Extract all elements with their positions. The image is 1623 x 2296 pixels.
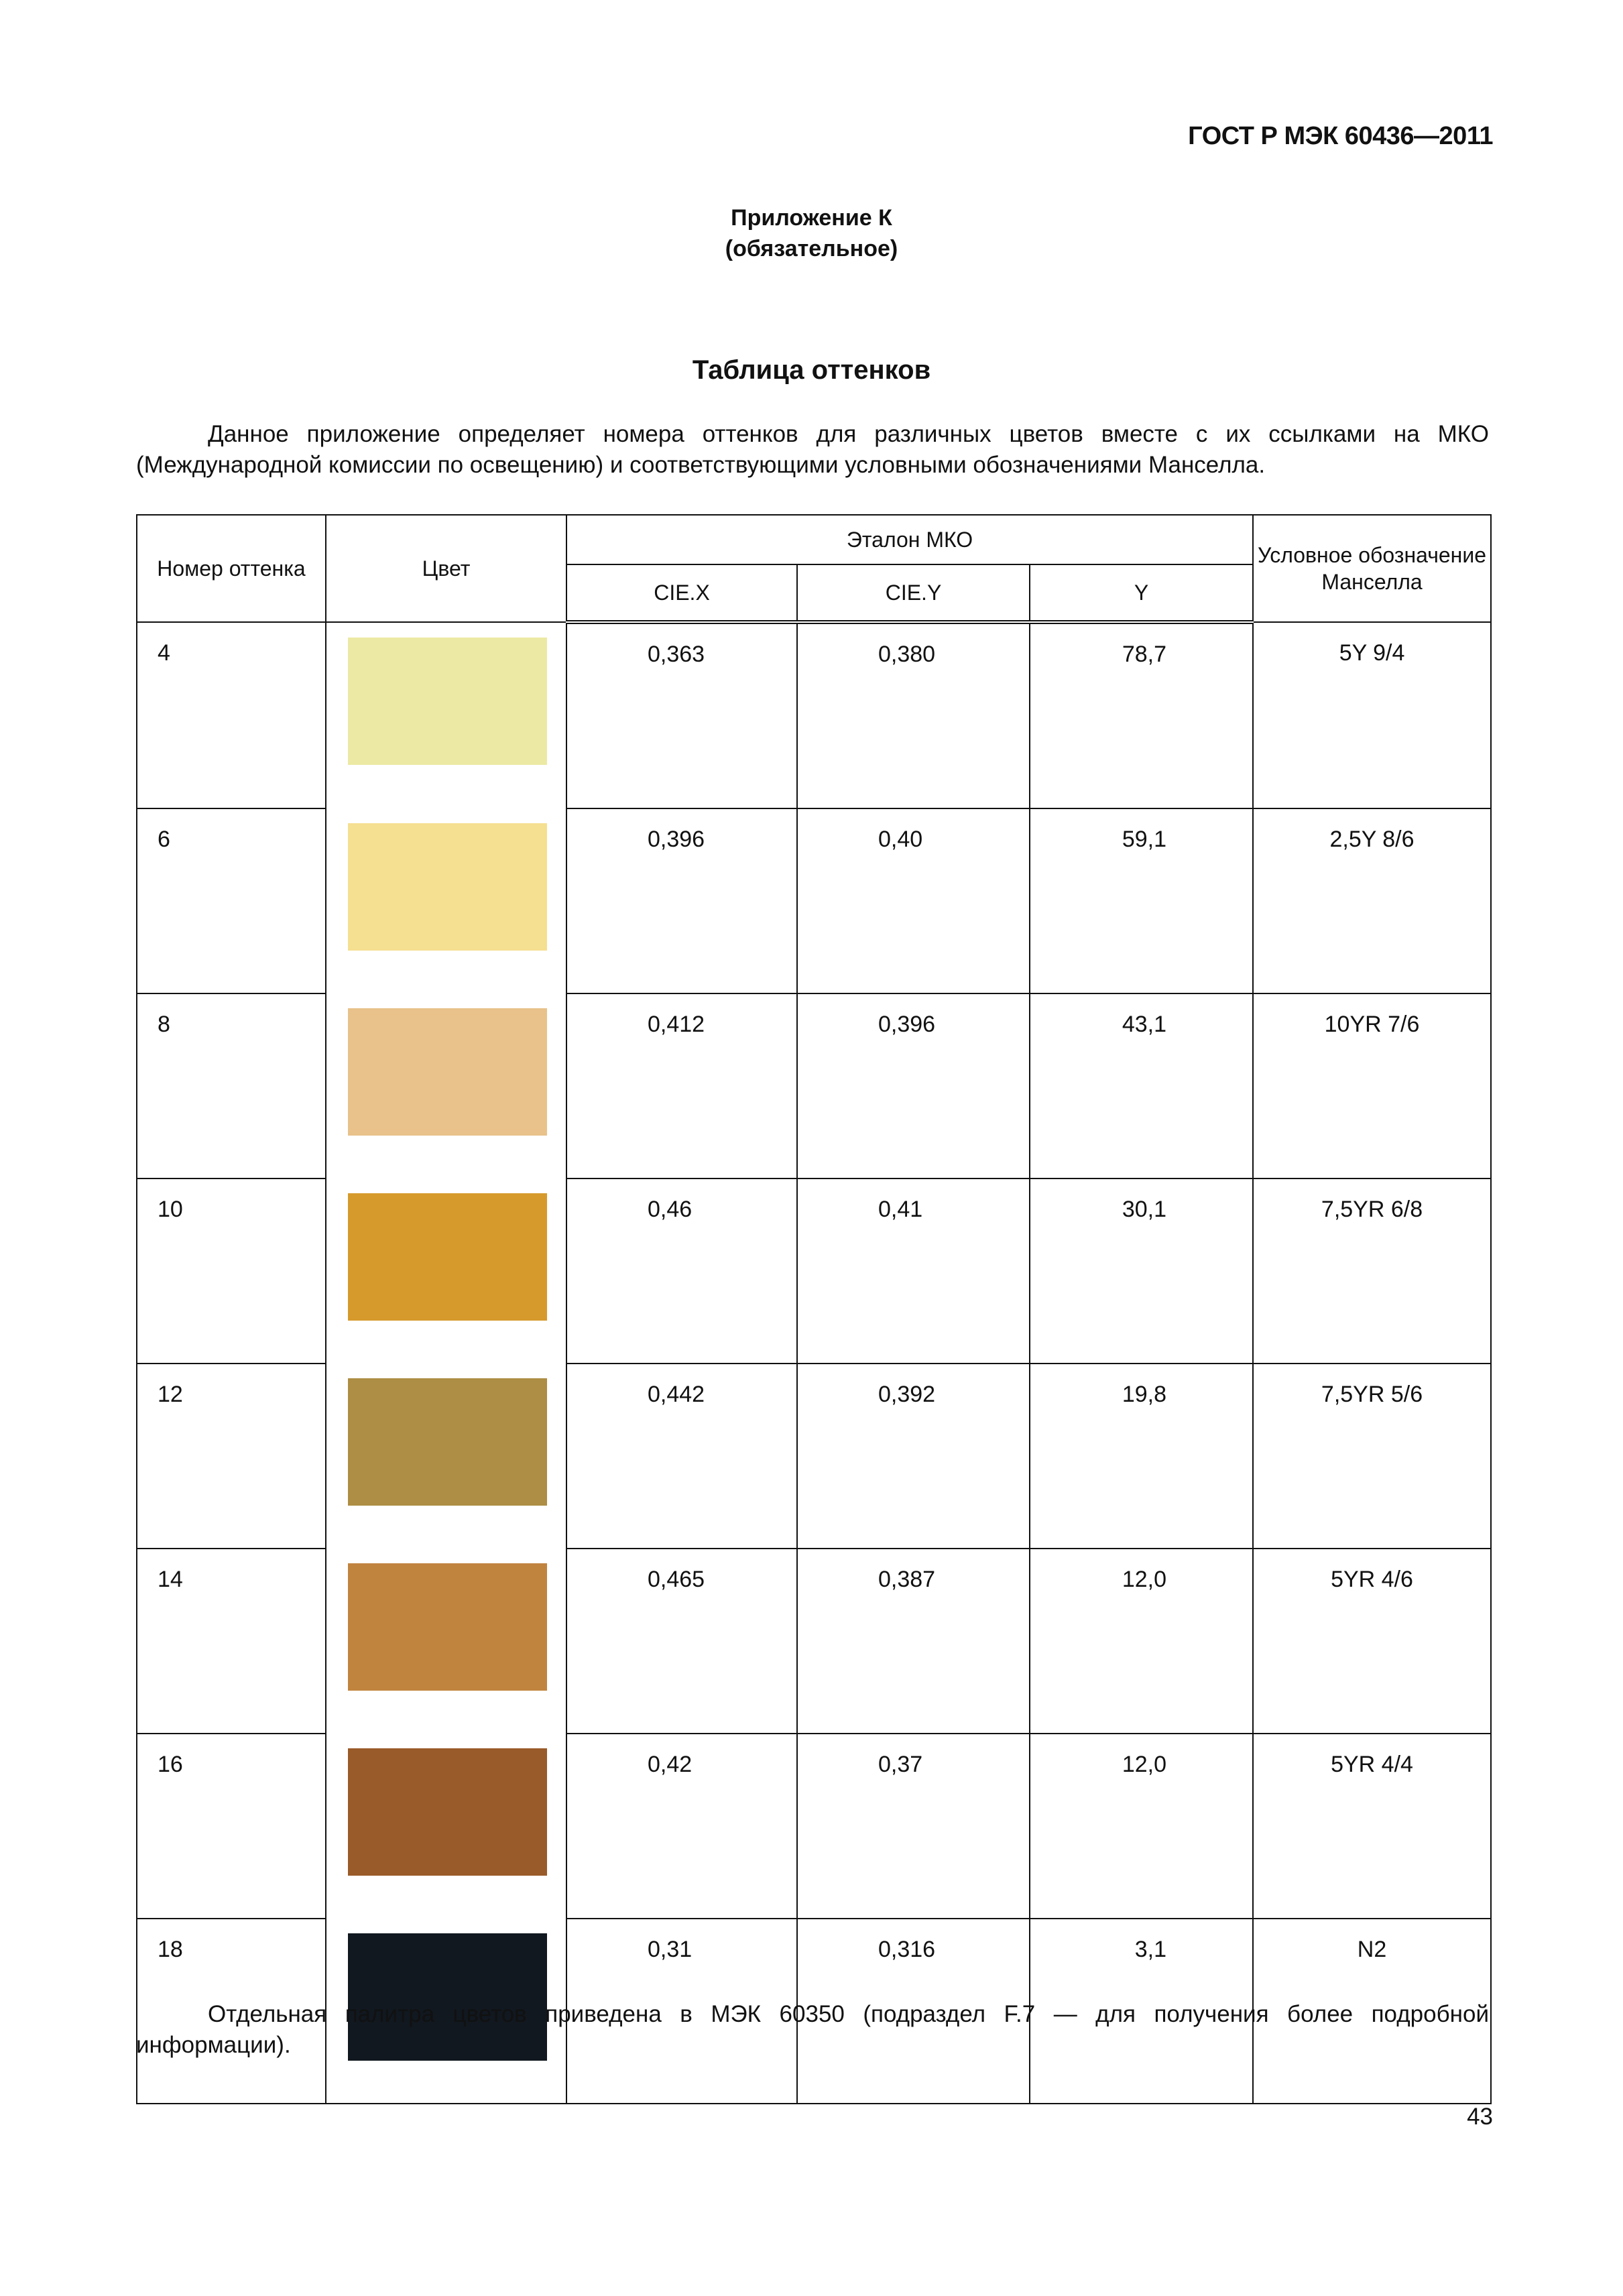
table-row [137, 808, 1491, 993]
color-cell [326, 808, 566, 993]
color-swatch [348, 1008, 547, 1136]
color-cell [326, 1364, 566, 1549]
cie-y-cell: 0,392 [797, 1364, 1030, 1549]
table-row [137, 993, 1491, 1179]
table-row [137, 1549, 1491, 1734]
cie-x-cell: 0,46 [566, 1179, 797, 1364]
color-swatch [348, 823, 547, 951]
table-row [137, 1734, 1491, 1919]
y-value-cell: 19,8 [1030, 1364, 1253, 1549]
y-value-cell: 30,1 [1030, 1179, 1253, 1364]
cie-x-cell: 0,465 [566, 1549, 797, 1734]
cie-x-cell: 0,363 [566, 622, 797, 808]
standard-header: ГОСТ Р МЭК 60436—2011 [1188, 122, 1493, 150]
y-value-cell: 78,7 [1030, 622, 1253, 808]
cie-y-cell: 0,37 [797, 1734, 1030, 1919]
shade-number-cell: 18 [137, 1919, 326, 2104]
cie-y-cell: 0,40 [797, 808, 1030, 993]
color-cell [326, 1549, 566, 1734]
cie-x-cell: 0,31 [566, 1919, 797, 2104]
color-swatch [348, 1378, 547, 1506]
header-number: Номер оттенка [137, 515, 326, 622]
header-color: Цвет [326, 515, 566, 622]
page-title: Таблица оттенков [692, 355, 931, 385]
intro-paragraph: Данное приложение определяет номера оттенков для различных цветов вместе с их ссылками на МКО (Международной комиссии по освещению) и соответствующими условными обозначениями Манселла. [136, 421, 1489, 478]
color-swatch [348, 1563, 547, 1691]
color-cell [326, 1734, 566, 1919]
shade-number-cell: 12 [137, 1364, 326, 1549]
color-cell [326, 622, 566, 808]
y-value-cell: 12,0 [1030, 1734, 1253, 1919]
page-number: 43 [1467, 2104, 1493, 2130]
outro-paragraph: Отдельная палитра цветов приведена в МЭК 60350 (подраздел F.7 — для получения более подробной информации). [136, 2001, 1489, 2058]
munsell-cell: 7,5YR 6/8 [1253, 1179, 1491, 1364]
y-value-cell: 12,0 [1030, 1549, 1253, 1734]
color-swatch [348, 1748, 547, 1876]
cie-x-cell: 0,442 [566, 1364, 797, 1549]
header-cie-x: CIE.X [566, 564, 797, 622]
munsell-cell: 2,5Y 8/6 [1253, 808, 1491, 993]
header-munsell: Условное обозначение Манселла [1253, 515, 1491, 622]
color-swatch [348, 638, 547, 765]
annex-title: Приложение К [731, 205, 892, 231]
cie-x-cell: 0,42 [566, 1734, 797, 1919]
cie-x-cell: 0,412 [566, 993, 797, 1179]
shade-number-cell: 8 [137, 993, 326, 1179]
cie-y-cell: 0,380 [797, 622, 1030, 808]
table-row [137, 622, 1491, 808]
cie-x-cell: 0,396 [566, 808, 797, 993]
header-y: Y [1030, 564, 1253, 622]
color-cell [326, 1179, 566, 1364]
munsell-cell: 7,5YR 5/6 [1253, 1364, 1491, 1549]
munsell-cell: N2 [1253, 1919, 1491, 2104]
munsell-cell: 5Y 9/4 [1253, 622, 1491, 808]
y-value-cell: 43,1 [1030, 993, 1253, 1179]
table-row [137, 1364, 1491, 1549]
munsell-cell: 5YR 4/6 [1253, 1549, 1491, 1734]
y-value-cell: 3,1 [1030, 1919, 1253, 2104]
shade-number-cell: 16 [137, 1734, 326, 1919]
y-value-cell: 59,1 [1030, 808, 1253, 993]
munsell-cell: 5YR 4/4 [1253, 1734, 1491, 1919]
shades-table [136, 514, 1492, 2104]
color-swatch [348, 1193, 547, 1321]
cie-y-cell: 0,316 [797, 1919, 1030, 2104]
cie-y-cell: 0,41 [797, 1179, 1030, 1364]
cie-y-cell: 0,387 [797, 1549, 1030, 1734]
cie-y-cell: 0,396 [797, 993, 1030, 1179]
table-row [137, 1179, 1491, 1364]
header-cie-group: Эталон МКО [566, 515, 1253, 564]
shade-number-cell: 14 [137, 1549, 326, 1734]
annex-status: (обязательное) [725, 236, 898, 261]
shade-number-cell: 4 [137, 622, 326, 808]
shade-number-cell: 10 [137, 1179, 326, 1364]
shade-number-cell: 6 [137, 808, 326, 993]
munsell-cell: 10YR 7/6 [1253, 993, 1491, 1179]
color-cell [326, 993, 566, 1179]
header-cie-y: CIE.Y [797, 564, 1030, 622]
